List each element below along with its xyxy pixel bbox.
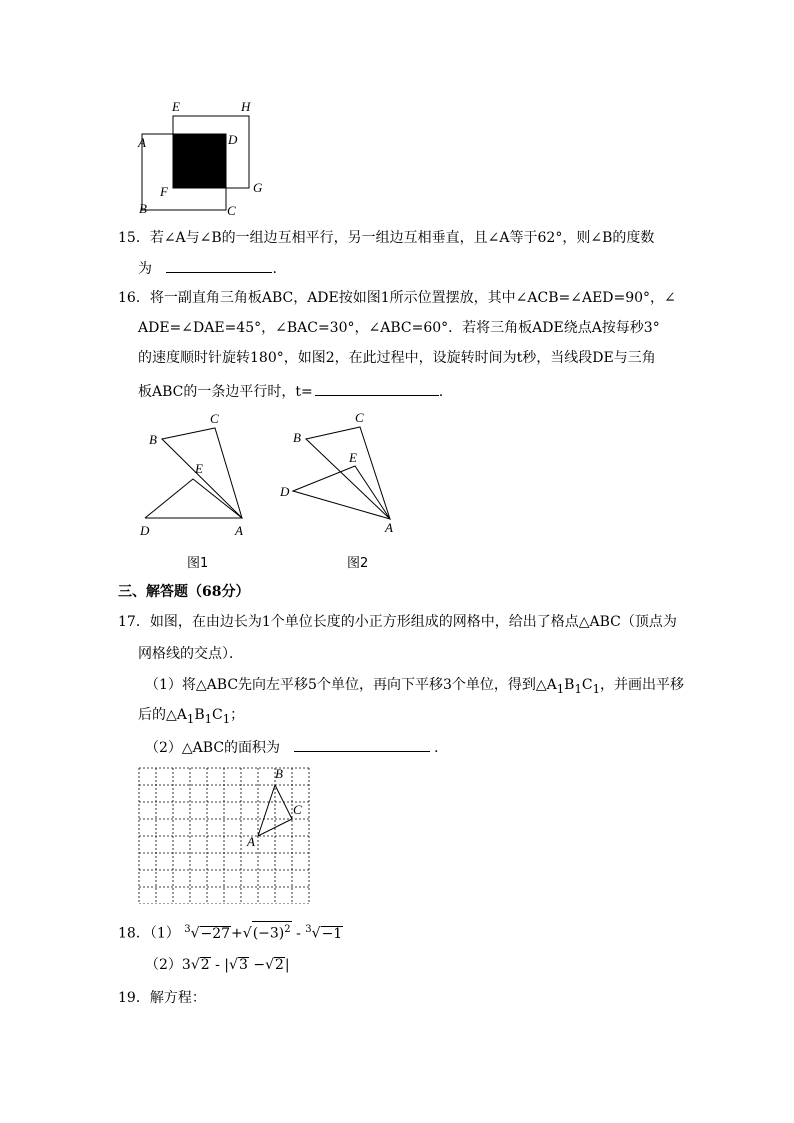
q17-text-1: 如图，在由边长为1个单位长度的小正方形组成的网格中，给出了格点△ABC（顶点为 xyxy=(149,614,677,630)
q17-sub1-l2-d: ； xyxy=(230,707,245,723)
label-B: B xyxy=(139,201,147,216)
q17-area-blank[interactable] xyxy=(294,737,430,752)
q16-text-4: 板ABC的一条边平行时，t= xyxy=(138,384,313,400)
q18-sub2-rad1: 2 xyxy=(200,957,210,973)
square-figure xyxy=(130,95,270,220)
q18-sub1: 18．（1） $^3√-27+√(-3)^2 - ^3√-1$ xyxy=(118,920,343,944)
q19-line xyxy=(118,988,206,1008)
radicand-2-exp: 2 xyxy=(284,924,291,935)
triangle-figure-2 xyxy=(275,408,405,571)
q18-sub2: （2）3√2 - |√3 −√2| xyxy=(145,957,290,973)
q18-sub2-rad3: 2 xyxy=(274,957,284,973)
q18-sub2-mid: - | xyxy=(210,957,230,973)
q16-line3: 的速度顺时针旋转180°，如图2，在此过程中，设旋转时间为t秒，当线段DE与三角 xyxy=(138,350,656,366)
q17-sub1-l2-s2: 1 xyxy=(204,711,213,726)
q16-line2: ADE=∠DAE=45°，∠BAC=30°，∠ABC=60°．若将三角板ADE绕点A按每秒3° xyxy=(138,320,660,336)
q17-sub1-sub-a: 1 xyxy=(556,681,565,696)
q18-sub2-label: （2）3 xyxy=(145,957,191,973)
q17-number: 17． xyxy=(118,614,150,630)
q16-text-1: 将一副直角三角板ABC，ADE按如图1所示位置摆放，其中∠ACB=∠AED=90°，∠ xyxy=(149,290,676,306)
q17-sub1-l2-s1: 1 xyxy=(186,711,195,726)
fig1-label-A: A xyxy=(235,523,243,538)
q15-line1 xyxy=(118,228,654,248)
label-H: H xyxy=(241,99,251,114)
radicand-2-base: (−3) xyxy=(252,925,285,942)
q17-sub1-sub-c: 1 xyxy=(592,681,601,696)
q16-answer-blank[interactable] xyxy=(315,381,439,396)
fig1-label-B: B xyxy=(149,432,157,447)
q15-number: 15． xyxy=(118,230,150,246)
fig1-label-C: C xyxy=(210,411,219,426)
q16-number: 16． xyxy=(118,290,150,306)
q16-line1 xyxy=(118,288,676,308)
fig2-label-B: B xyxy=(293,430,301,445)
q17-sub1-l2-s3: 1 xyxy=(222,711,231,726)
q18-number: 18． xyxy=(118,925,150,942)
fig1-label-E: E xyxy=(195,461,203,476)
q19-text: 解方程： xyxy=(149,990,206,1006)
q18-sub2-dash: − xyxy=(248,957,266,973)
fig1-caption: 图1 xyxy=(187,556,209,571)
label-E: E xyxy=(172,99,180,114)
radicand-3: −1 xyxy=(321,925,343,942)
q17-sub1-l2-b: B xyxy=(194,707,205,723)
label-C: C xyxy=(227,203,236,218)
grid-label-B: B xyxy=(275,766,283,781)
q17-sub1-sub-b: 1 xyxy=(574,681,582,696)
q17-sub1-line1 xyxy=(145,675,684,699)
q17-sub2 xyxy=(145,737,439,758)
q18-sub2-rad2: 3 xyxy=(238,957,248,973)
q16-text-4-post: . xyxy=(438,384,444,400)
q17-sub1-text-c: C xyxy=(581,677,593,693)
fig2-label-C: C xyxy=(355,410,364,425)
q15-line2 xyxy=(138,258,277,279)
q17-sub1-text-d: ，并画出平移 xyxy=(600,677,685,693)
radicand-2 xyxy=(252,921,292,942)
cube-root-index-2: 3 xyxy=(305,924,312,935)
fig2-label-A: A xyxy=(385,520,393,535)
q17-sub2-post: . xyxy=(434,740,439,756)
grid-label-C: C xyxy=(293,802,302,817)
q17-sub1-text-a: （1）将△ABC先向左平移5个单位，再向下平移3个单位，得到△A xyxy=(145,677,557,693)
q15-text-post: . xyxy=(272,261,277,277)
label-F: F xyxy=(160,184,168,199)
q17-sub1-l2-c: C xyxy=(212,707,223,723)
fig1-label-D: D xyxy=(140,523,150,538)
grid-figure xyxy=(137,766,312,904)
fig2-caption: 图2 xyxy=(347,556,369,571)
q18-sub1-label: （1） xyxy=(149,925,180,942)
q17-line1 xyxy=(118,612,677,632)
label-G: G xyxy=(253,180,263,195)
label-A: A xyxy=(138,135,146,150)
grid-label-A: A xyxy=(247,834,255,849)
q17-sub1-l2-a: 后的△A xyxy=(138,707,187,723)
q15-text-pre: 为 xyxy=(138,261,152,277)
section-3-title: 三、解答题（68分） xyxy=(118,584,250,600)
q17-sub2-text: （2）△ABC的面积为 xyxy=(145,740,281,756)
q18-sub2-end: | xyxy=(284,957,290,973)
fig2-label-D: D xyxy=(280,484,290,499)
q15-text: 若∠A与∠B的一组边互相平行，另一组边互相垂直，且∠A等于62°，则∠B的度数 xyxy=(149,230,655,246)
q17-sub1-text-b: B xyxy=(564,677,575,693)
triangle-figure-1 xyxy=(135,408,265,571)
fig2-label-E: E xyxy=(349,450,357,465)
radicand-1: −27 xyxy=(200,925,231,942)
q15-answer-blank[interactable] xyxy=(166,258,272,273)
q17-sub1-line2 xyxy=(138,705,244,729)
minus-sign: - xyxy=(291,925,306,942)
plus-sign: + xyxy=(231,925,243,942)
q17-line2: 网格线的交点）． xyxy=(138,646,243,662)
label-D: D xyxy=(228,132,238,147)
cube-root-index-1: 3 xyxy=(184,924,191,935)
q16-line4 xyxy=(138,381,443,402)
q19-number: 19． xyxy=(118,990,150,1006)
